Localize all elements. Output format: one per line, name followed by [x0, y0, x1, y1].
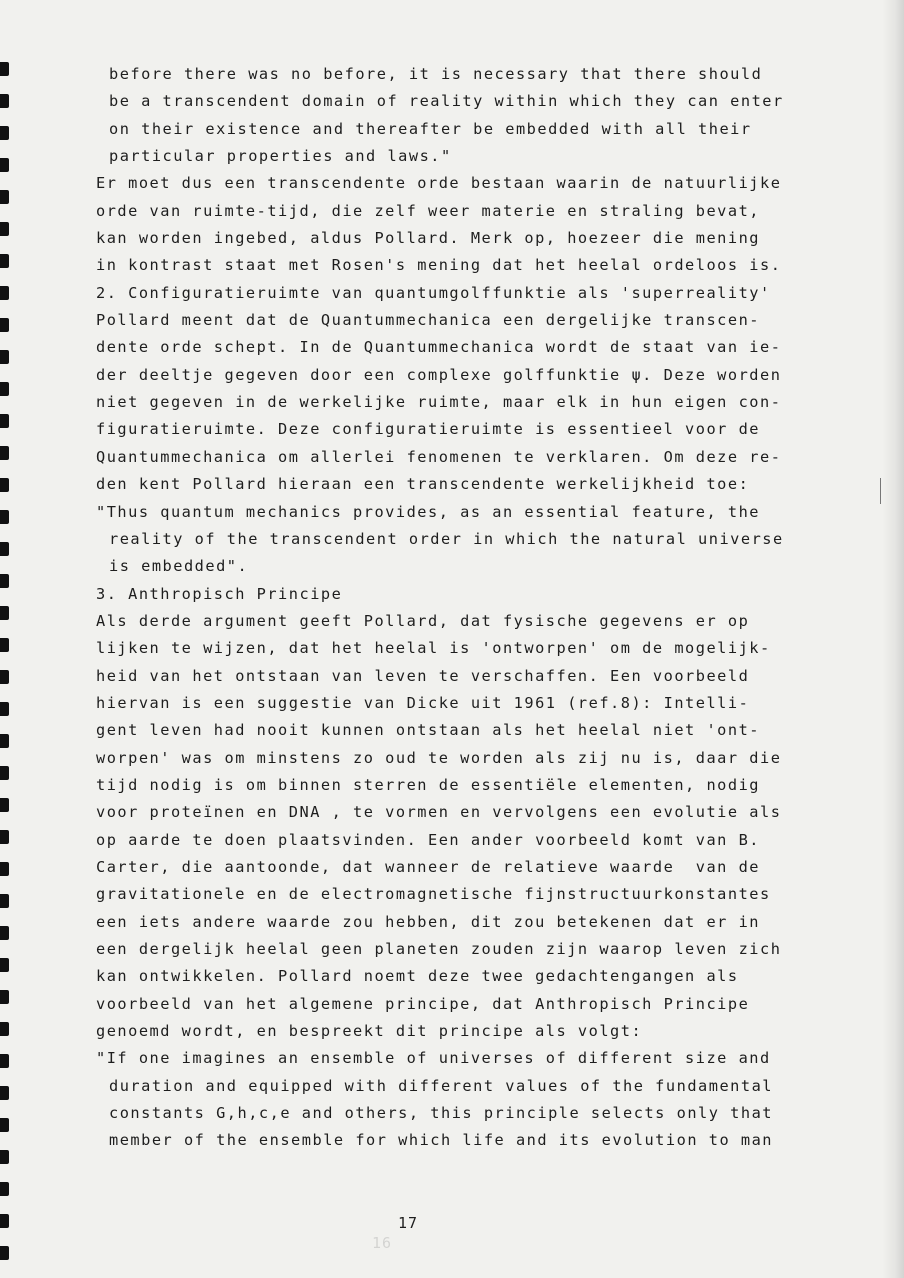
text-line: Er moet dus een transcendente orde bestaan waarin de natuurlijke	[96, 174, 782, 193]
text-line: Carter, die aantoonde, dat wanneer de relatieve waarde van de	[96, 857, 760, 876]
text-line: kan ontwikkelen. Pollard noemt deze twee gedachtengangen als	[96, 967, 739, 986]
text-line: op aarde te doen plaatsvinden. Een ander voorbeeld komt van B.	[96, 830, 760, 849]
page-edge-shadow	[882, 0, 904, 1278]
text-line: voorbeeld van het algemene principe, dat Anthropisch Principe	[96, 994, 750, 1013]
quote-line: on their existence and thereafter be embedded with all their	[109, 119, 752, 138]
quote-line: constants G,h,c,e and others, this principle selects only that	[109, 1104, 773, 1123]
quote-line: is embedded".	[109, 557, 249, 576]
quote-line: be a transcendent domain of reality within which they can enter	[109, 92, 784, 111]
quote-line: duration and equipped with different values of the fundamental	[109, 1076, 773, 1095]
text-line: voor proteïnen en DNA , te vormen en vervolgens een evolutie als	[96, 803, 782, 822]
text-line: een iets andere waarde zou hebben, dit zou betekenen dat er in	[96, 912, 760, 931]
section-heading: 3. Anthropisch Principe	[96, 584, 343, 603]
page-number: 17	[398, 1214, 419, 1232]
text-line: Pollard meent dat de Quantummechanica een dergelijke transcen-	[96, 311, 760, 330]
text-line: heid van het ontstaan van leven te verschaffen. Een voorbeeld	[96, 666, 750, 685]
quote-line: member of the ensemble for which life and its evolution to man	[109, 1131, 773, 1150]
text-line: kan worden ingebed, aldus Pollard. Merk op, hoezeer die mening	[96, 229, 760, 248]
bleed-through-page-number: 16	[372, 1234, 393, 1252]
text-line: hiervan is een suggestie van Dicke uit 1961 (ref.8): Intelli-	[96, 693, 750, 712]
quote-line: "Thus quantum mechanics provides, as an essential feature, the	[96, 502, 760, 521]
text-line: worpen' was om minstens zo oud te worden als zij nu is, daar die	[96, 748, 782, 767]
quote-line: "If one imagines an ensemble of universes of different size and	[96, 1049, 771, 1068]
text-line: figuratieruimte. Deze configuratieruimte is essentieel voor de	[96, 420, 760, 439]
text-line: gravitationele en de electromagnetische fijnstructuurkonstantes	[96, 885, 771, 904]
text-line: gent leven had nooit kunnen ontstaan als het heelal niet 'ont-	[96, 721, 760, 740]
quote-line: reality of the transcendent order in which the natural universe	[109, 529, 784, 548]
text-line: niet gegeven in de werkelijke ruimte, maar elk in hun eigen con-	[96, 393, 782, 412]
text-line: orde van ruimte-tijd, die zelf weer materie en straling bevat,	[96, 201, 760, 220]
text-line: dente orde schept. In de Quantummechanica wordt de staat van ie-	[96, 338, 782, 357]
text-line: den kent Pollard hieraan een transcendente werkelijkheid toe:	[96, 475, 750, 494]
text-line: in kontrast staat met Rosen's mening dat het heelal ordeloos is.	[96, 256, 782, 275]
text-line: genoemd wordt, en bespreekt dit principe als volgt:	[96, 1022, 643, 1041]
text-line: lijken te wijzen, dat het heelal is 'ontworpen' om de mogelijk-	[96, 639, 771, 658]
page-text	[96, 61, 836, 1155]
quote-line: before there was no before, it is necessary that there should	[109, 65, 763, 83]
text-line: een dergelijk heelal geen planeten zouden zijn waarop leven zich	[96, 940, 782, 958]
text-line: der deeltje gegeven door een complexe golffunktie ψ. Deze worden	[96, 365, 782, 384]
text-line: tijd nodig is om binnen sterren de essentiële elementen, nodig	[96, 775, 760, 794]
quote-line: particular properties and laws."	[109, 147, 452, 166]
margin-mark	[880, 478, 881, 504]
spiral-binding	[0, 0, 14, 1278]
section-heading: 2. Configuratieruimte van quantumgolffunktie als 'superreality'	[96, 283, 771, 302]
text-line: Quantummechanica om allerlei fenomenen te verklaren. Om deze re-	[96, 447, 782, 466]
text-line: Als derde argument geeft Pollard, dat fysische gegevens er op	[96, 611, 750, 630]
